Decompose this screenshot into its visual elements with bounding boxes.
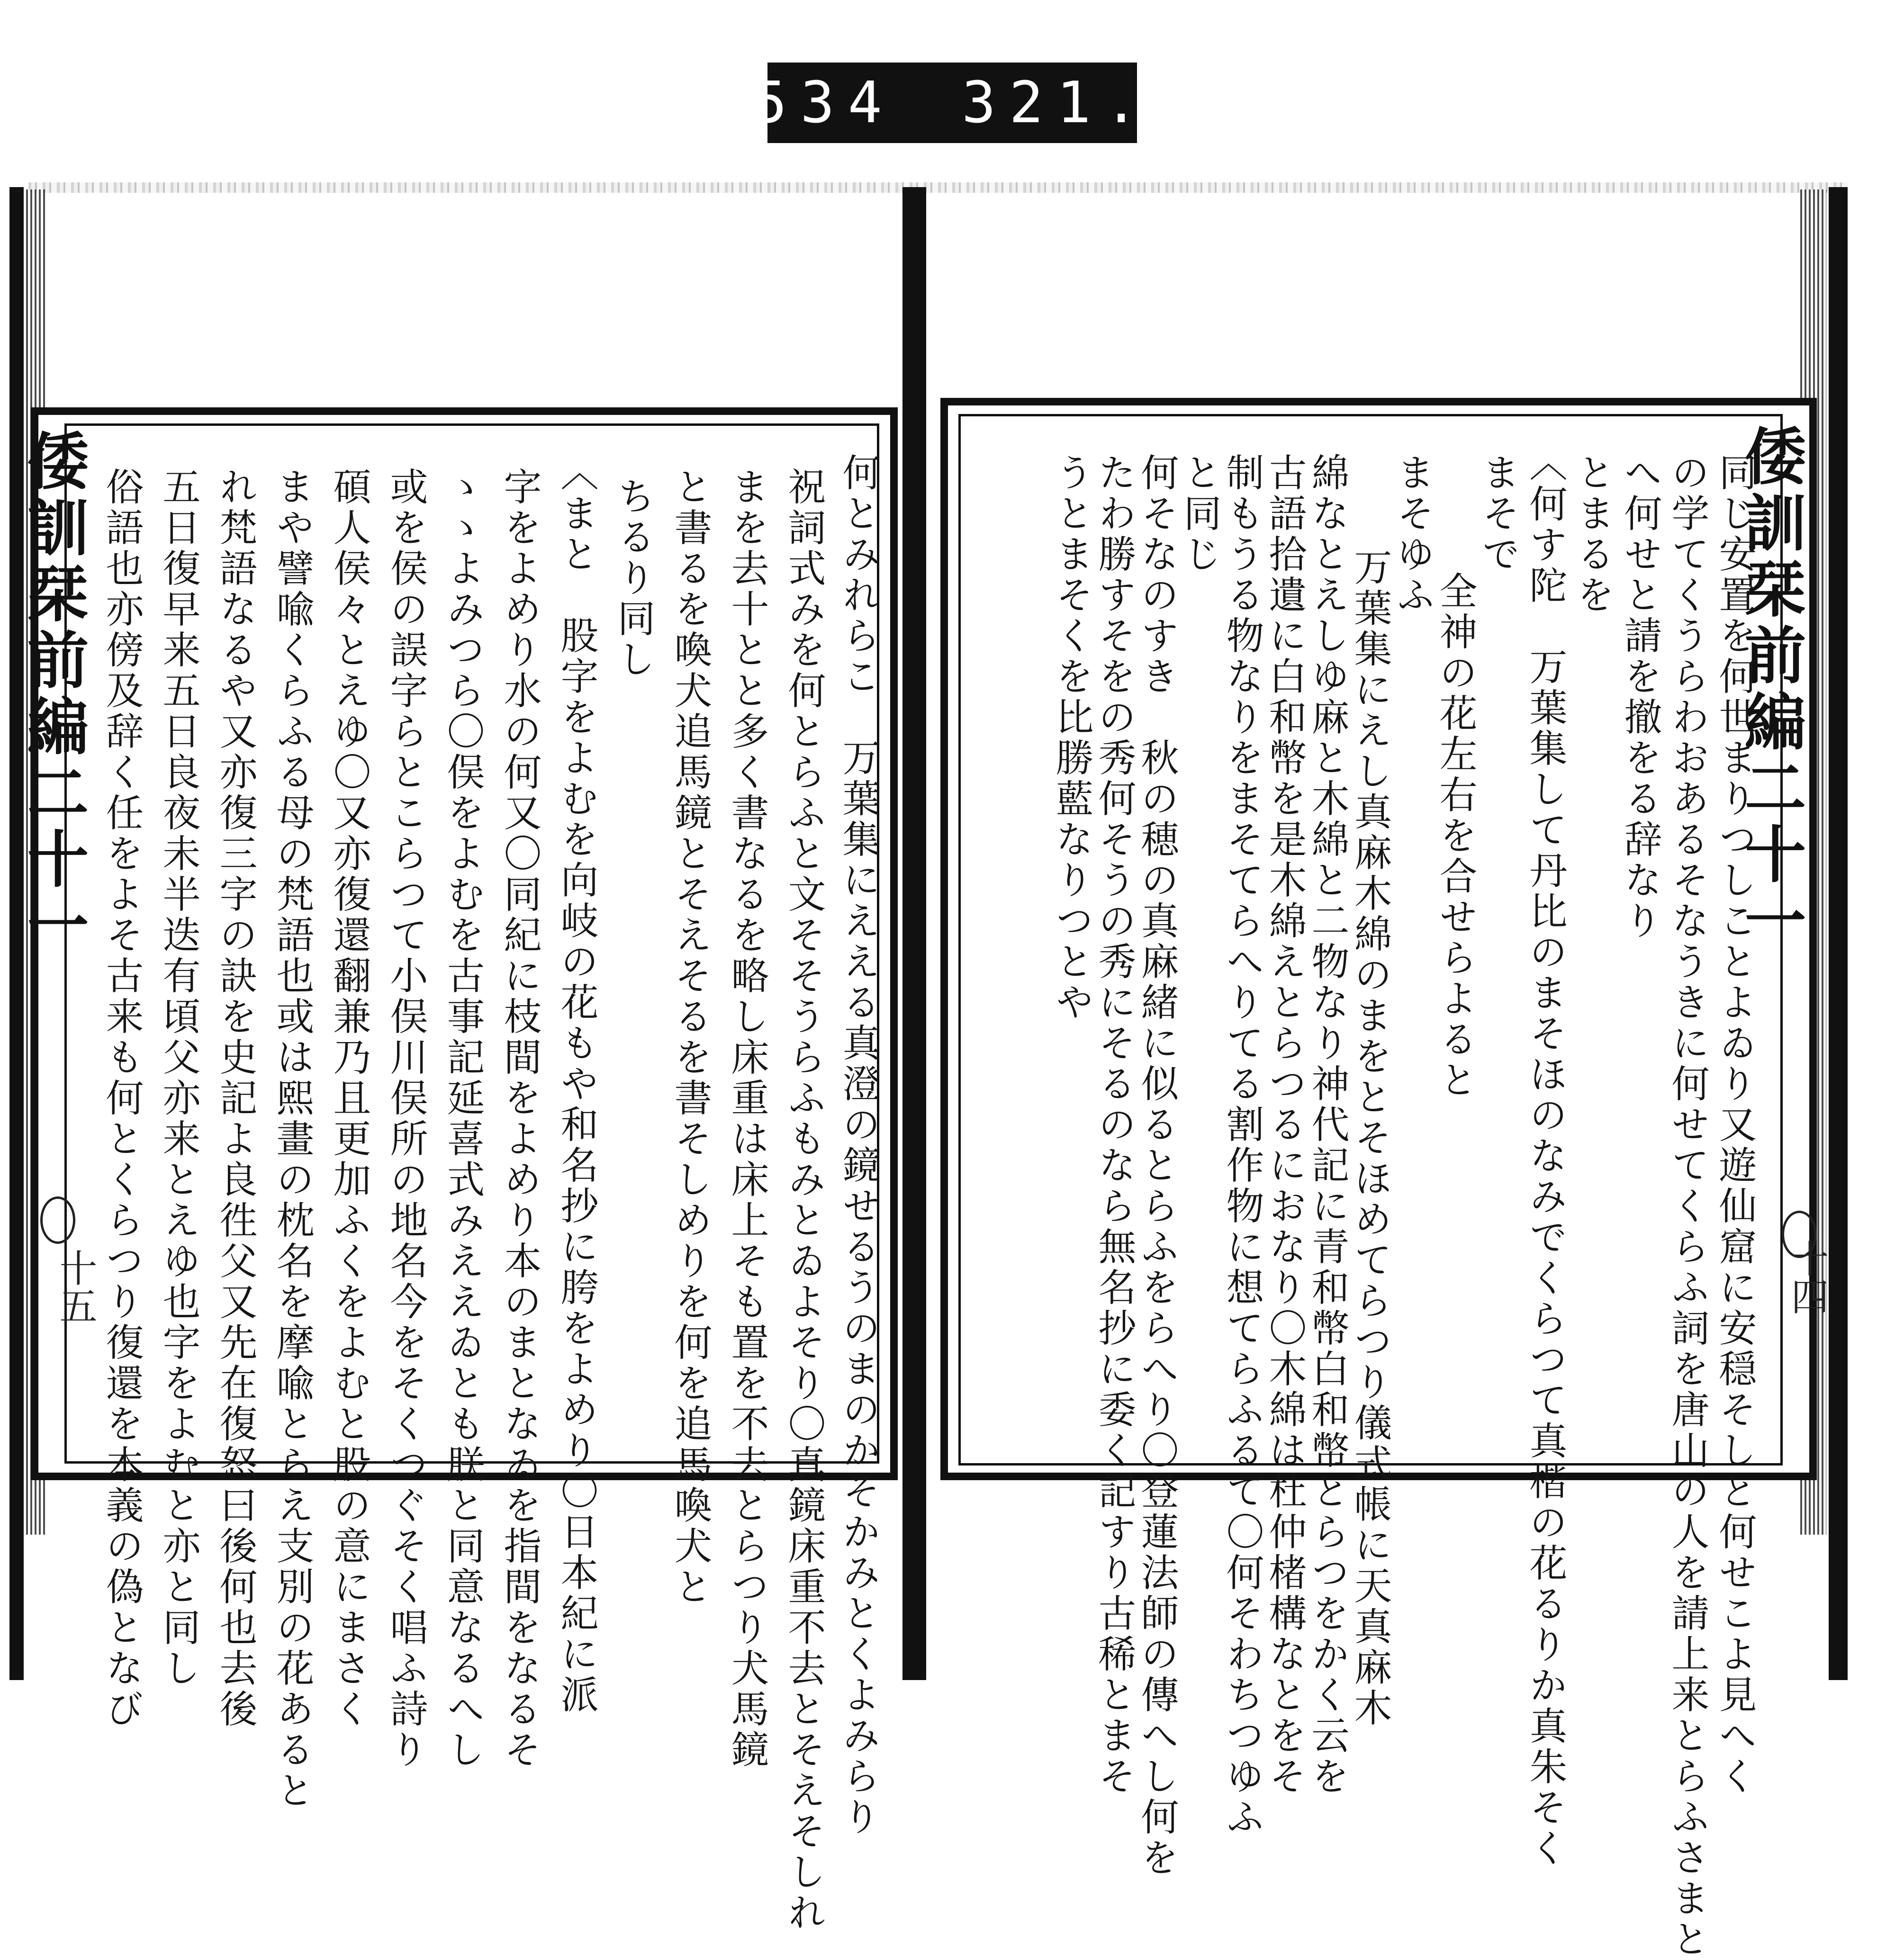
- right-col-2: の学てくうらわおあるそなうきに何せてくらふ詞を唐山の人を請上来とらふさまと: [1665, 453, 1709, 1960]
- right-col-9: 万葉集にえし真麻木綿のまをとそほめてらつり儀式帳に天真麻木: [1348, 548, 1392, 1729]
- right-col-14: 何そなのすき 秋の穂の真麻緒に似るとらふをらへり〇登蓮法師の傳へし何を: [1135, 453, 1179, 1879]
- right-col-7: 全神の花左右を合せらよると: [1433, 571, 1477, 1101]
- right-col-1: 同じ安置を何世まりつしことよゐり又遊仙窟に安穏そしと何せこよ見へく: [1713, 453, 1757, 1797]
- left-margin-circle: [40, 1196, 75, 1244]
- right-col-6: まそで: [1476, 453, 1520, 575]
- right-col-13: と同じ: [1177, 453, 1221, 575]
- left-col-3: れ梵語なるや又亦復三字の訣を史記よ良徃父又先在復怒曰後何也去後: [213, 467, 257, 1730]
- left-col-4: まや譬喩くらふる母の梵語也或は熙畫の枕名を摩喩とらえ支別の花あると: [270, 467, 314, 1811]
- left-col-8: 字をよめり水の何又〇同紀に枝間をよめり本のまとなゐを指間をなるそ: [497, 467, 541, 1771]
- left-col-1: 俗語也亦傍及辞く任をよそ古来も何とくらつり復還を本義の偽となび: [99, 467, 144, 1730]
- left-col-7: ゝゝよみつら〇俣をよむを古事記延喜式みええゐとも朕と同意なるへし: [441, 467, 485, 1771]
- right-col-10: 綿なとえしゆ麻と木綿と二物なり神代記に青和幣白和幣とらつをかく云を: [1305, 453, 1349, 1797]
- catalog-number-left: 534: [753, 70, 895, 136]
- right-col-5: 〈何す陀 万葉集して丹比のまそほのなみでくらつて真楷の花るりか真朱そく: [1523, 443, 1567, 1869]
- left-folio: 十五: [53, 1249, 97, 1324]
- right-page-frame: [940, 398, 1829, 1960]
- right-col-8: まそゆふ: [1390, 453, 1435, 616]
- right-col-11: 古語拾遺に白和幣を是木綿えとらつるにおなり〇木綿は杜仲楮構なとをそ: [1263, 453, 1307, 1797]
- left-col-12: まを去十とと多く書なるを略し床重は床上そも置を不去とらつり犬馬鏡: [725, 467, 769, 1771]
- right-col-3: へ何せと請を撤をる辞なり: [1618, 453, 1662, 942]
- left-col-9: 〈まと 股字をよむを向岐の花もや和名抄に胯をよめり〇日本紀に派: [554, 453, 598, 1716]
- left-col-2: 五日復早来五日良夜未半迭有頃父亦来とえゆ也字をよむと亦と同し: [156, 467, 200, 1689]
- right-book-edge: [1829, 187, 1848, 1680]
- left-col-13: 祝詞式みを何とらふと文そそうらふもみとゐよそり〇真鏡床重不去とそえそしれ: [782, 467, 826, 1933]
- right-col-4: とまるを: [1570, 453, 1615, 616]
- book-gutter: [902, 187, 926, 1680]
- right-col-12: 制もうる物なりをまそてらへりてる割作物に想てらふるて〇何そわちつゆふ: [1220, 453, 1264, 1838]
- right-margin-title: 倭訓栞前編二十一: [1734, 424, 1807, 955]
- scan-shading: [28, 182, 1848, 193]
- left-margin-title: 倭訓栞前編二十一: [17, 429, 90, 960]
- left-col-6: 或を侯の誤字らとこらつて小俣川俣所の地名今をそくつぐそく唱ふ詩り: [384, 467, 428, 1771]
- left-col-14: 何とみれらこ 万葉集にええる真澄の鏡せるうのまのかそかみとくよみらり: [836, 453, 880, 1838]
- left-page-frame: [17, 407, 898, 1933]
- right-col-16: うとまそくを比勝藍なりつとや: [1049, 453, 1093, 1023]
- catalog-label: [753, 63, 1152, 143]
- left-col-10: ちるり同し: [611, 477, 655, 680]
- right-folio: 十四: [1785, 1239, 1829, 1315]
- left-col-11: と書るを喚犬追馬鏡とそえそるを書そしめりを何を追馬喚犬と: [668, 467, 712, 1608]
- left-col-5: 碩人侯々とえゆ〇又亦復還翻兼乃且更加ふくをよむと股の意にまさく: [327, 467, 371, 1730]
- right-col-15: たわ勝すそをの秀何そうの秀にそるのなら無名抄に委く記すり古稀とまそ: [1092, 453, 1136, 1797]
- catalog-number-right: 321.: [961, 70, 1152, 136]
